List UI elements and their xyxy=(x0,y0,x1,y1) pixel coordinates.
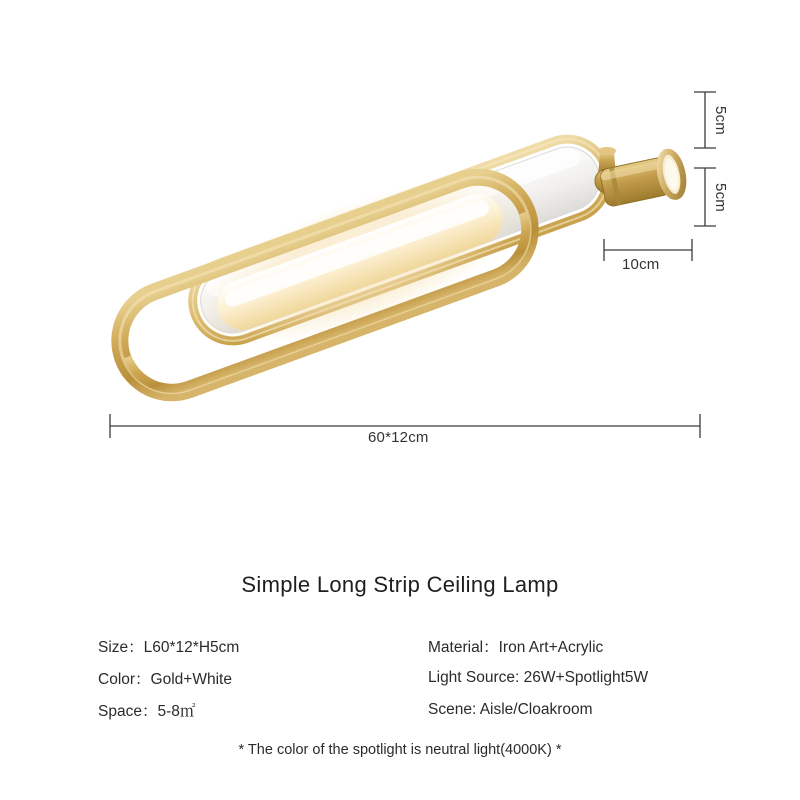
spotlight-assembly xyxy=(595,147,687,211)
dimension-spotlight-height-label: 5cm xyxy=(711,183,729,212)
spec-space: Space：5-8㎡ xyxy=(98,703,196,720)
product-title: Simple Long Strip Ceiling Lamp xyxy=(241,572,559,597)
spec-list xyxy=(98,630,718,726)
spec-light-source: Light Source: 26W+Spotlight5W xyxy=(428,669,649,686)
dimension-body-height-label: 5cm xyxy=(711,106,729,135)
spec-size: Size：L60*12*H5cm xyxy=(98,639,240,656)
spec-color: Color：Gold+White xyxy=(98,671,232,688)
dimension-width-label: 60*12cm xyxy=(368,429,429,446)
spec-material: Material：Iron Art+Acrylic xyxy=(428,639,604,656)
product-footnote: * The color of the spotlight is neutral light(4000K) * xyxy=(238,742,562,758)
dimension-spotlight-width-label: 10cm xyxy=(622,256,660,273)
spec-scene: Scene: Aisle/Cloakroom xyxy=(428,701,593,718)
